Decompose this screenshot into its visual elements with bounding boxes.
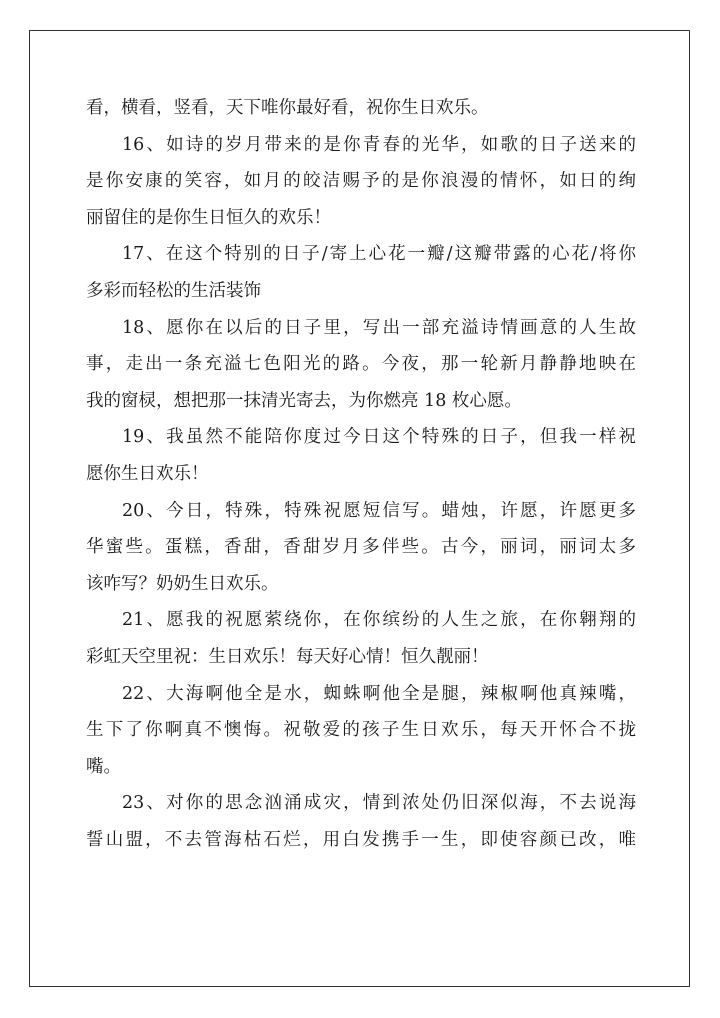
paragraph-19-line-2: 愿你生日欢乐！ (86, 463, 209, 484)
paragraph-20-line-2: 华蜜些。蛋糕，香甜，香甜岁月多伴些。古今，丽词，丽词太多 (86, 537, 636, 558)
paragraph-22-line-2: 生下了你啊真不懊悔。祝敬爱的孩子生日欢乐，每天开怀合不拢 (86, 720, 636, 741)
paragraph-23-line-1: 23、对你的思念汹涌成灾，情到浓处仍旧深似海，不去说海 (122, 793, 636, 814)
paragraph-23-line-2: 誓山盟，不去管海枯石烂，用白发携手一生，即使容颜已改，唯 (86, 829, 636, 850)
paragraph-18-line-1: 18、愿你在以后的日子里，写出一部充溢诗情画意的人生故 (122, 317, 636, 338)
paragraph-16-line-3: 丽留住的是你生日恒久的欢乐！ (86, 207, 331, 228)
paragraph-19-line-1: 19、我虽然不能陪你度过今日这个特殊的日子，但我一样祝 (122, 427, 636, 448)
paragraph-20-line-3: 该咋写？奶奶生日欢乐。 (86, 573, 279, 594)
paragraph-16-line-2: 是你安康的笑容，如月的皎洁赐予的是你浪漫的情怀，如日的绚 (86, 171, 636, 192)
paragraph-16-line-1: 16、如诗的岁月带来的是你青春的光华，如歌的日子送来的 (122, 134, 636, 155)
paragraph-18-line-3: 我的窗棂，想把那一抹清光寄去，为你燃亮 18 枚心愿。 (86, 390, 522, 411)
paragraph-22-line-1: 22、大海啊他全是水，蜘蛛啊他全是腿，辣椒啊他真辣嘴， (122, 683, 636, 704)
document-body (86, 90, 636, 858)
paragraph-21-line-1: 21、愿我的祝愿萦绕你，在你缤纷的人生之旅，在你翱翔的 (122, 610, 636, 631)
paragraph-22-line-3: 嘴。 (86, 756, 121, 777)
paragraph-17-line-2: 多彩而轻松的生活装饰 (86, 280, 261, 301)
paragraph-21-line-2: 彩虹天空里祝：生日欢乐！每天好心情！恒久靓丽！ (86, 646, 489, 667)
paragraph-18-line-2: 事，走出一条充溢七色阳光的路。今夜，那一轮新月静静地映在 (86, 354, 636, 375)
paragraph-17-line-1: 17、在这个特别的日子/寄上心花一瓣/这瓣带露的心花/将你 (122, 244, 636, 265)
text-line: 看，横看，竖看，天下唯你最好看，祝你生日欢乐。 (86, 98, 489, 118)
paragraph-20-line-1: 20、今日，特殊，特殊祝愿短信写。蜡烛，许愿，许愿更多 (122, 500, 636, 521)
